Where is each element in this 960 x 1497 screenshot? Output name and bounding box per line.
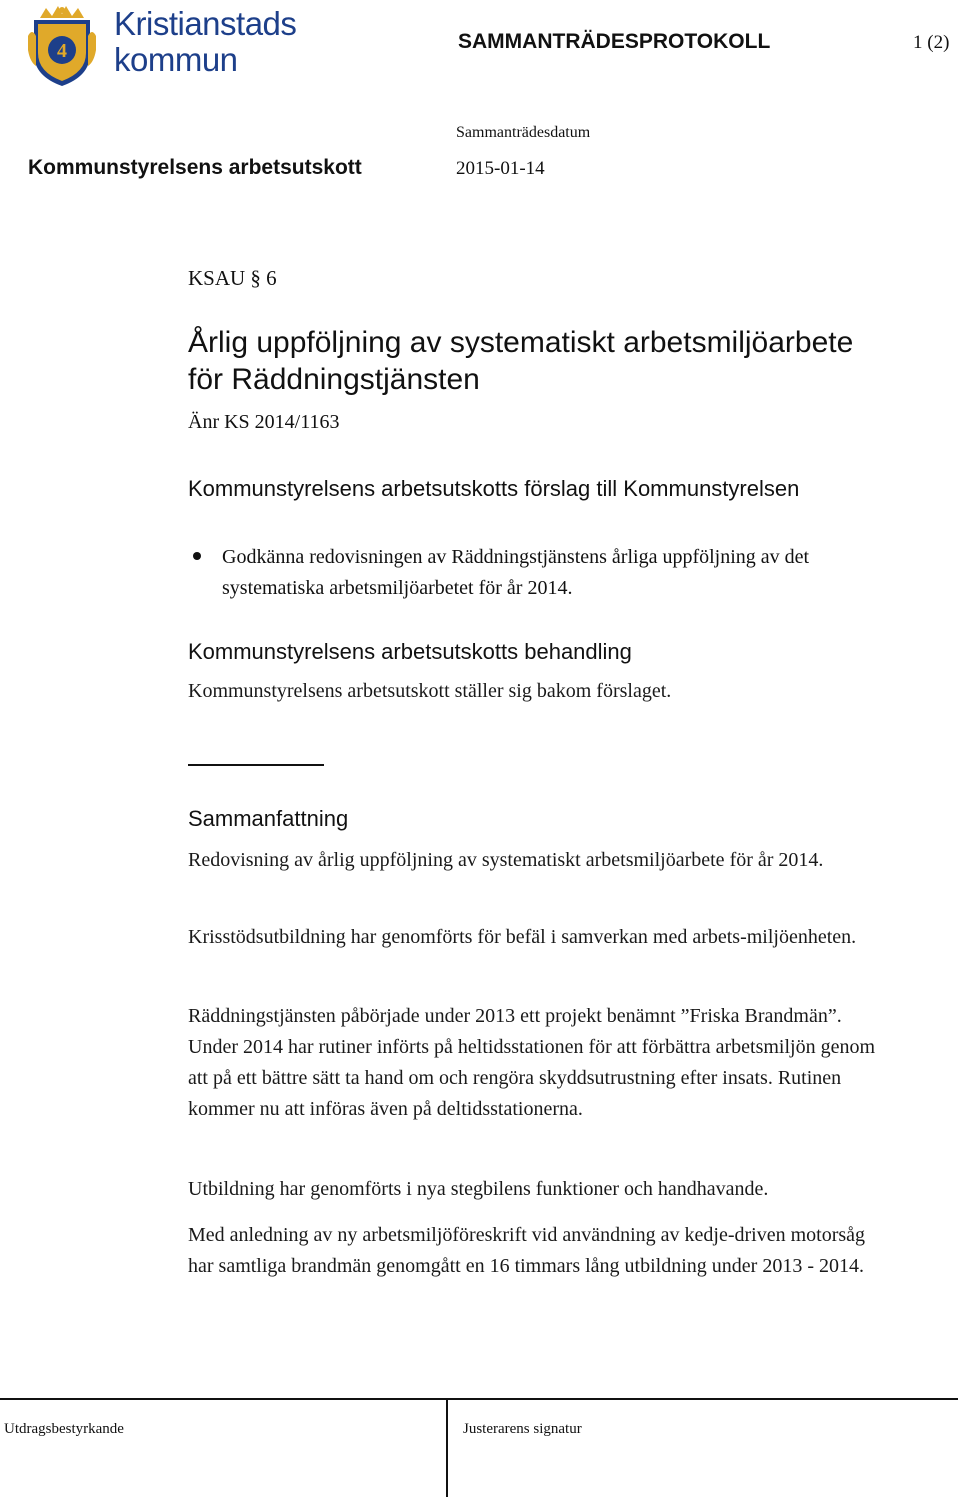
summary-paragraph: Med anledning av ny arbetsmiljöföreskrift vid användning av kedje-driven motorsåg har samtliga brandmän genomgått en 16 timmars lång utbildning under 2013 - 2014.	[188, 1224, 866, 1277]
committee-name: Kommunstyrelsens arbetsutskott	[28, 156, 362, 179]
meeting-date-label: Sammanträdesdatum	[456, 124, 591, 141]
proposal-heading: Kommunstyrelsens arbetsutskotts förslag till Kommunstyrelsen	[188, 476, 800, 501]
certification-label: Utdragsbestyrkande	[4, 1421, 124, 1437]
case-reference: Änr KS 2014/1163	[188, 411, 340, 433]
summary-paragraph: Krisstödsutbildning har genomförts för befäl i samverkan med arbets-miljöenheten.	[188, 926, 857, 948]
municipality-crest-logo	[24, 6, 100, 88]
summary-heading: Sammanfattning	[188, 806, 349, 831]
treatment-heading: Kommunstyrelsens arbetsutskotts behandling	[188, 639, 632, 664]
case-title: Årlig uppföljning av systematiskt arbetsmiljöarbete för Räddningstjänsten	[188, 326, 854, 396]
summary-paragraph: Redovisning av årlig uppföljning av systematiskt arbetsmiljöarbete för år 2014.	[188, 849, 824, 871]
case-number: KSAU § 6	[188, 266, 277, 290]
summary-paragraph: Utbildning har genomförts i nya stegbilens funktioner och handhavande.	[188, 1178, 769, 1200]
footer-rule	[0, 1398, 958, 1400]
proposal-bullet: Godkänna redovisningen av Räddningstjänstens årliga uppföljning av det systematiska arbetsmiljöarbetet för år 2014.	[222, 546, 810, 599]
footer-divider	[446, 1400, 448, 1497]
document-type: SAMMANTRÄDESPROTOKOLL	[458, 30, 771, 53]
section-divider	[188, 764, 324, 766]
bullet-icon	[193, 552, 201, 560]
meeting-date: 2015-01-14	[456, 158, 545, 179]
svg-text:4: 4	[57, 40, 67, 62]
logo-text-line1: Kristianstads	[114, 5, 297, 42]
logo-text-line2: kommun	[114, 41, 238, 78]
treatment-text: Kommunstyrelsens arbetsutskott ställer sig bakom förslaget.	[188, 680, 672, 702]
summary-paragraph: Räddningstjänsten påbörjade under 2013 ett projekt benämnt ”Friska Brandmän”. Under 2014 har rutiner införts på heltidsstationen för att förbättra arbetsmiljön genom att på ett bättre sätt ta hand om och rengöra skyddsutrustning efter insats. Rutinen kommer nu att införas även på deltidsstationerna.	[188, 1005, 876, 1120]
adjuster-signature-label: Justerarens signatur	[463, 1421, 582, 1437]
page-number: 1 (2)	[913, 32, 950, 53]
